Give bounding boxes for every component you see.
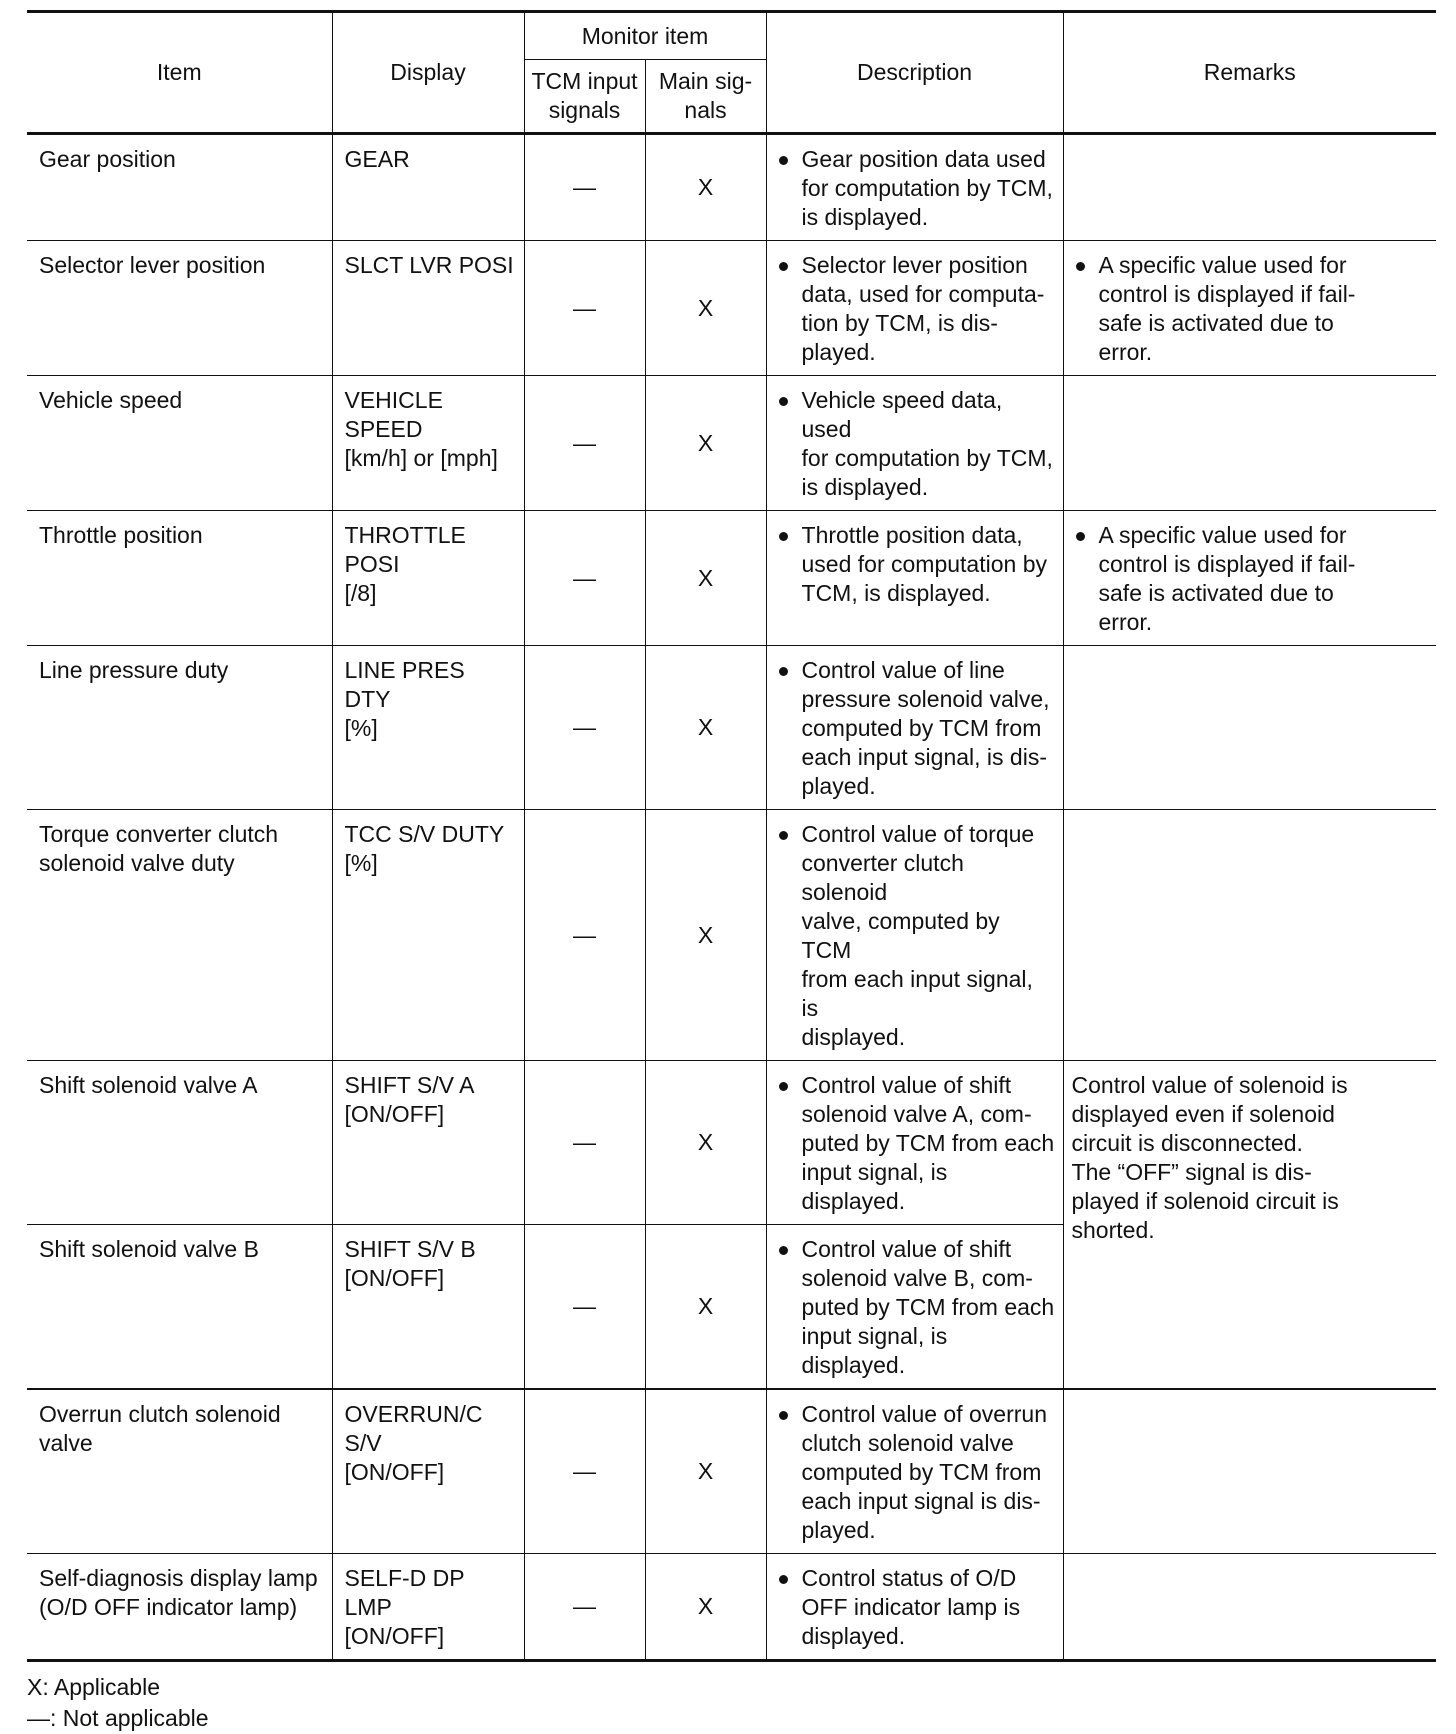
table-row xyxy=(27,1554,1436,1661)
header-monitor-item: Monitor item xyxy=(524,12,766,60)
tcm-input-cell: — xyxy=(524,241,645,376)
display-cell: OVERRUN/C S/V [ON/OFF] xyxy=(332,1389,524,1554)
item-cell: Gear position xyxy=(27,134,332,241)
main-signals-cell: X xyxy=(645,241,766,376)
description-cell: Control status of O/D OFF indicator lamp is displayed. xyxy=(766,1554,1063,1661)
display-cell: SELF-D DP LMP [ON/OFF] xyxy=(332,1554,524,1661)
table-row xyxy=(27,134,1436,241)
monitor-item-table xyxy=(27,10,1436,1662)
bullet-icon xyxy=(1076,262,1085,271)
item-cell: Torque converter clutch solenoid valve duty xyxy=(27,810,332,1061)
remarks-cell xyxy=(1063,134,1436,241)
remarks-cell xyxy=(1063,376,1436,511)
tcm-input-cell: — xyxy=(524,376,645,511)
tcm-input-cell: — xyxy=(524,1554,645,1661)
tcm-input-cell: — xyxy=(524,1225,645,1390)
bullet-icon xyxy=(779,667,788,676)
table-row xyxy=(27,646,1436,810)
description-cell: Control value of shift solenoid valve A, com- puted by TCM from each input signal, is displayed. xyxy=(766,1061,1063,1225)
display-cell: SHIFT S/V A [ON/OFF] xyxy=(332,1061,524,1225)
bullet-icon xyxy=(779,262,788,271)
table-row xyxy=(27,511,1436,646)
table-row xyxy=(27,376,1436,511)
table-row xyxy=(27,1389,1436,1554)
tcm-input-cell: — xyxy=(524,511,645,646)
item-cell: Shift solenoid valve B xyxy=(27,1225,332,1390)
remarks-cell: A specific value used for control is displayed if fail- safe is activated due to error. xyxy=(1063,241,1436,376)
tcm-input-cell: — xyxy=(524,810,645,1061)
display-cell: SHIFT S/V B [ON/OFF] xyxy=(332,1225,524,1390)
bullet-icon xyxy=(779,1411,788,1420)
bullet-icon xyxy=(1076,532,1085,541)
header-main-signals: Main sig- nals xyxy=(645,60,766,134)
bullet-icon xyxy=(779,1082,788,1091)
item-cell: Line pressure duty xyxy=(27,646,332,810)
item-cell: Throttle position xyxy=(27,511,332,646)
header-remarks: Remarks xyxy=(1063,12,1436,134)
tcm-input-cell: — xyxy=(524,134,645,241)
display-cell: THROTTLE POSI [/8] xyxy=(332,511,524,646)
remarks-cell xyxy=(1063,646,1436,810)
item-cell: Overrun clutch solenoid valve xyxy=(27,1389,332,1554)
remarks-cell xyxy=(1063,810,1436,1061)
remarks-cell: A specific value used for control is displayed if fail- safe is activated due to error. xyxy=(1063,511,1436,646)
item-cell: Selector lever position xyxy=(27,241,332,376)
main-signals-cell: X xyxy=(645,1061,766,1225)
bullet-icon xyxy=(779,532,788,541)
description-cell: Control value of overrun clutch solenoid valve computed by TCM from each input signal is dis- played. xyxy=(766,1389,1063,1554)
main-signals-cell: X xyxy=(645,134,766,241)
description-cell: Gear position data used for computation by TCM, is displayed. xyxy=(766,134,1063,241)
display-cell: LINE PRES DTY [%] xyxy=(332,646,524,810)
table-row xyxy=(27,1061,1436,1225)
legend-applicable: X: Applicable xyxy=(27,1674,160,1700)
description-cell: Selector lever position data, used for computa- tion by TCM, is dis- played. xyxy=(766,241,1063,376)
legend-not-applicable: —: Not applicable xyxy=(27,1705,209,1731)
bullet-icon xyxy=(779,1246,788,1255)
header-description: Description xyxy=(766,12,1063,134)
document-page xyxy=(27,10,1427,1734)
item-cell: Shift solenoid valve A xyxy=(27,1061,332,1225)
item-cell: Vehicle speed xyxy=(27,376,332,511)
header-item: Item xyxy=(27,12,332,134)
table-row xyxy=(27,810,1436,1061)
description-cell: Control value of torque converter clutch solenoid valve, computed by TCM from each input signal, is displayed. xyxy=(766,810,1063,1061)
bullet-icon xyxy=(779,831,788,840)
legend xyxy=(27,1672,1427,1734)
description-cell: Control value of shift solenoid valve B, com- puted by TCM from each input signal, is displayed. xyxy=(766,1225,1063,1390)
description-cell: Throttle position data, used for computation by TCM, is displayed. xyxy=(766,511,1063,646)
bullet-icon xyxy=(779,156,788,165)
display-cell: TCC S/V DUTY [%] xyxy=(332,810,524,1061)
main-signals-cell: X xyxy=(645,376,766,511)
tcm-input-cell: — xyxy=(524,1061,645,1225)
main-signals-cell: X xyxy=(645,511,766,646)
main-signals-cell: X xyxy=(645,646,766,810)
description-cell: Vehicle speed data, used for computation by TCM, is displayed. xyxy=(766,376,1063,511)
bullet-icon xyxy=(779,397,788,406)
shift-solenoid-remarks-cell: Control value of solenoid is displayed even if solenoid circuit is disconnected. The “OFF” signal is dis- played if solenoid circuit is shorted. xyxy=(1063,1061,1436,1390)
main-signals-cell: X xyxy=(645,810,766,1061)
bullet-icon xyxy=(779,1575,788,1584)
remarks-cell xyxy=(1063,1389,1436,1554)
tcm-input-cell: — xyxy=(524,646,645,810)
display-cell: VEHICLE SPEED [km/h] or [mph] xyxy=(332,376,524,511)
header-display: Display xyxy=(332,12,524,134)
main-signals-cell: X xyxy=(645,1389,766,1554)
main-signals-cell: X xyxy=(645,1554,766,1661)
header-tcm-input-signals: TCM input signals xyxy=(524,60,645,134)
description-cell: Control value of line pressure solenoid valve, computed by TCM from each input signal, is dis- played. xyxy=(766,646,1063,810)
main-signals-cell: X xyxy=(645,1225,766,1390)
table-row xyxy=(27,241,1436,376)
tcm-input-cell: — xyxy=(524,1389,645,1554)
remarks-cell xyxy=(1063,1554,1436,1661)
display-cell: SLCT LVR POSI xyxy=(332,241,524,376)
item-cell: Self-diagnosis display lamp (O/D OFF indicator lamp) xyxy=(27,1554,332,1661)
display-cell: GEAR xyxy=(332,134,524,241)
